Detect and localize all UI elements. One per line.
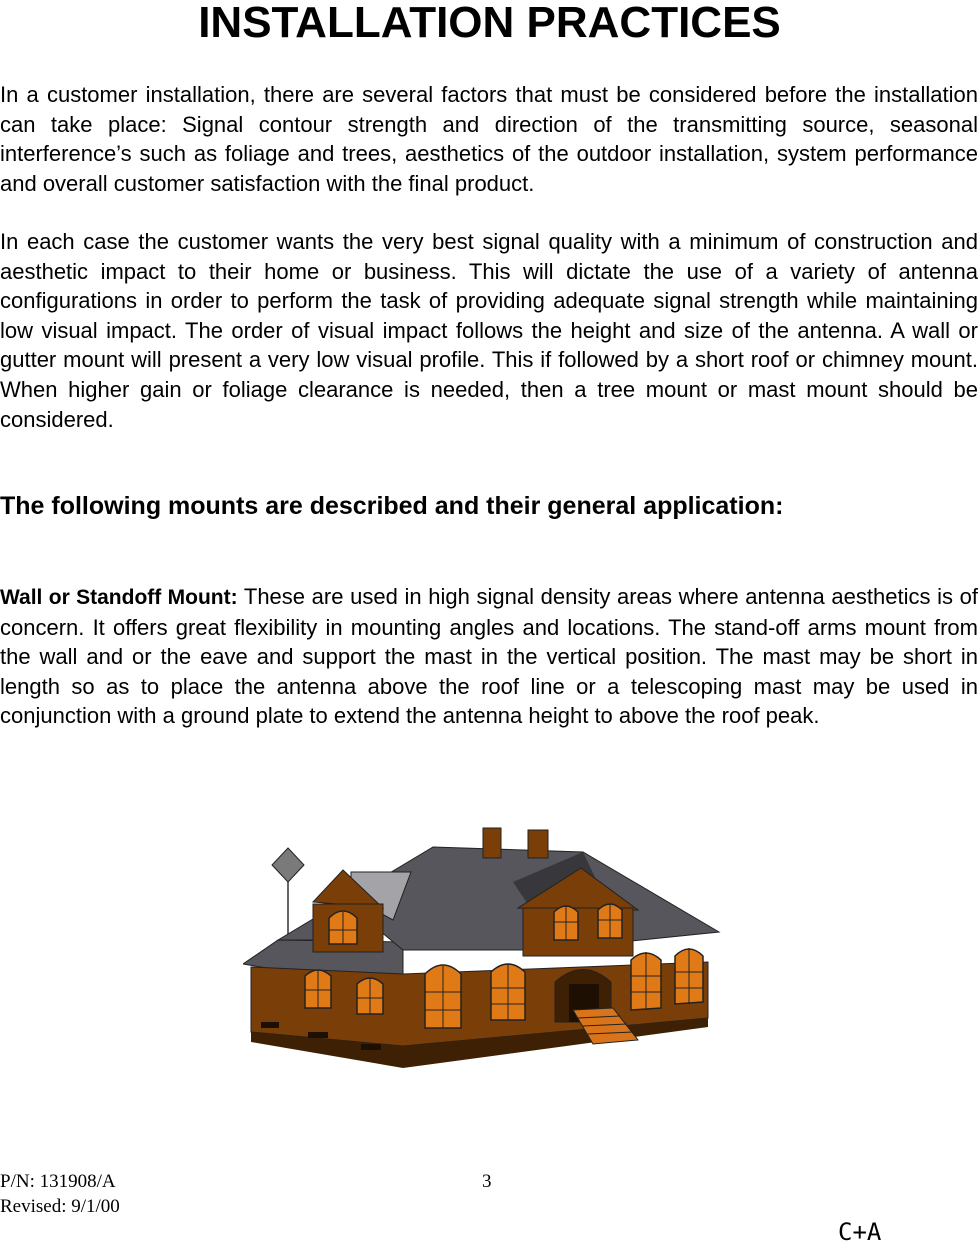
house-illustration	[243, 822, 721, 1072]
page-title: INSTALLATION PRACTICES	[198, 0, 781, 47]
chimney-right	[528, 830, 548, 858]
wall-mount-paragraph	[0, 582, 978, 731]
antenna-dish-icon	[272, 848, 304, 882]
section-heading: The following mounts are described and their general application:	[0, 492, 784, 520]
brand-mark: C+A	[838, 1218, 882, 1246]
part-number: P/N: 131908/A	[0, 1171, 116, 1192]
revised-date: Revised: 9/1/00	[0, 1196, 120, 1217]
page-number: 3	[482, 1171, 492, 1192]
customer-paragraph: In each case the customer wants the very best signal quality with a minimum of construction and aesthetic impact to their home or business. This will dictate the use of a variety of antenna configurations in order to perform the task of providing adequate signal strength while maintaining low visual impact. The order of visual impact follows the height and size of the antenna. A wall or gutter mount will present a very low visual profile. This if followed by a short roof or chimney mount. When higher gain or foliage clearance is needed, then a tree mount or mast mount should be considered.	[0, 229, 978, 432]
wall-mount-description: These are used in high signal density areas where antenna aesthetics is of concern. It offers great flexibility in mounting angles and locations. The stand-off arms mount from the wall and or the eave and support the mast in the vertical position. The mast may be short in length so as to place the antenna above the roof line or a telescoping mast may be used in conjunction with a ground plate to extend the antenna height to above the roof peak.	[0, 584, 978, 729]
chimney-left	[483, 828, 501, 858]
intro-paragraph: In a customer installation, there are several factors that must be considered before the installation can take place: Signal contour strength and direction of the transmitting source, seasonal interference’s such as foliage and trees, aesthetics of the outdoor installation, system performance and overall customer satisfaction with the final product.	[0, 82, 978, 196]
wall-mount-label: Wall or Standoff Mount:	[0, 586, 238, 609]
